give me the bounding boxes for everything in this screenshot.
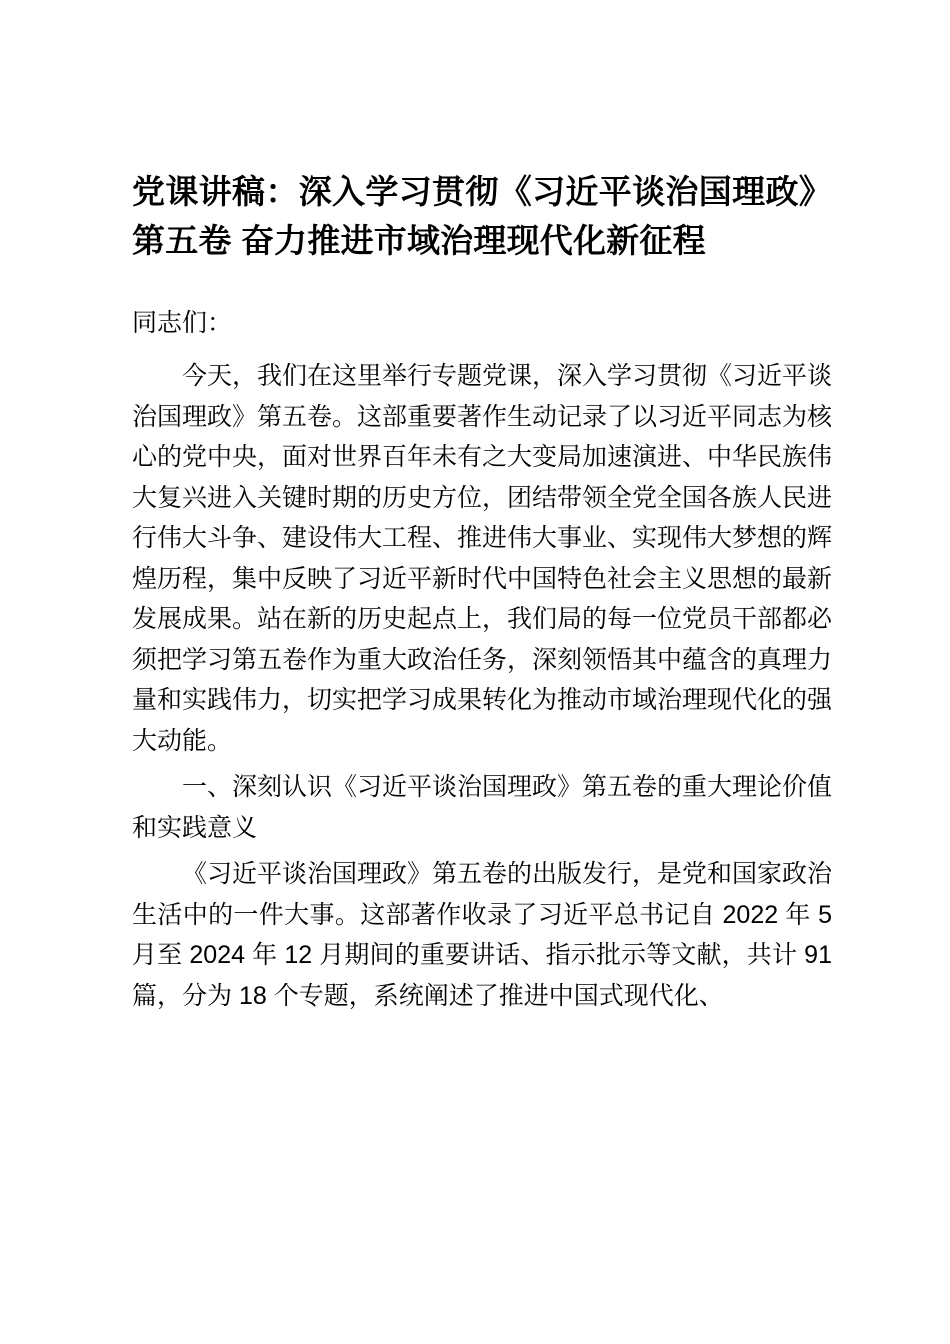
salutation: 同志们： — [132, 308, 233, 337]
page-title: 党课讲稿：深入学习贯彻《习近平谈治国理政》第五卷 奋力推进市域治理现代化新征程 — [132, 173, 832, 259]
body-paragraph-2: 《习近平谈治国理政》第五卷的出版发行，是党和国家政治生活中的一件大事。这部著作收录了习近平总书记自 2022 年 5 月至 2024 年 12 月期间的重要讲话、指示批示等文献，共计 91 篇，分为 18 个专题，系统阐述了推进中国式现代化、 — [132, 860, 833, 1010]
section-heading-1: 一、深刻认识《习近平谈治国理政》第五卷的重大理论价值和实践意义 — [132, 773, 833, 842]
body-paragraph-1: 今天，我们在这里举行专题党课，深入学习贯彻《习近平谈治国理政》第五卷。这部重要著作生动记录了以习近平同志为核心的党中央，面对世界百年未有之大变局加速演进、中华民族伟大复兴进入关键时期的历史方位，团结带领全党全国各族人民进行伟大斗争、建设伟大工程、推进伟大事业、实现伟大梦想的辉煌历程，集中反映了习近平新时代中国特色社会主义思想的最新发展成果。站在新的历史起点上，我们局的每一位党员干部都必须把学习第五卷作为重大政治任务，深刻领悟其中蕴含的真理力量和实践伟力，切实把学习成果转化为推动市域治理现代化的强大动能。 — [132, 362, 833, 755]
